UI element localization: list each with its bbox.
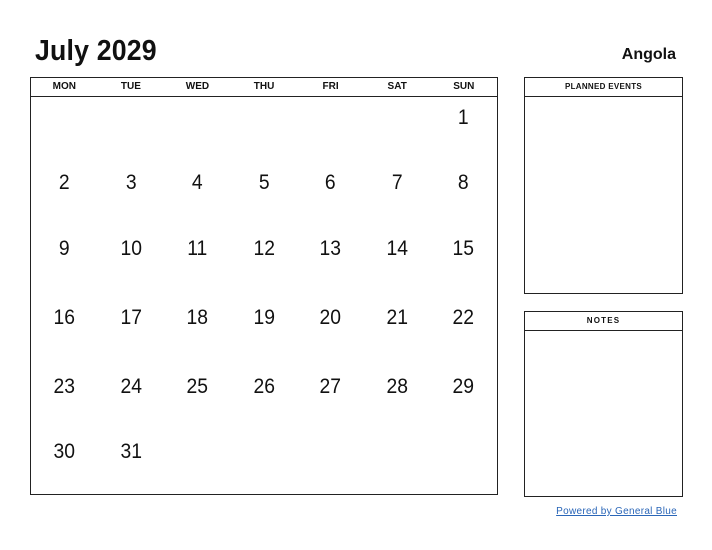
week-row-5: [31, 375, 497, 399]
day-cell: 8: [458, 171, 470, 194]
day-cell: 29: [453, 375, 475, 398]
day-cell: [34, 106, 95, 130]
powered-by-link[interactable]: Powered by General Blue: [556, 506, 677, 517]
notes-title: NOTES: [525, 312, 682, 331]
day-cell: 26: [253, 375, 275, 398]
day-cell: [100, 106, 161, 130]
week-row-1: [31, 106, 497, 130]
day-cell: 13: [319, 237, 342, 260]
weekday-sat: SAT: [387, 81, 407, 92]
day-cell: [433, 440, 494, 464]
day-cell: 20: [319, 306, 342, 329]
weekday-header: [31, 78, 497, 97]
country-label: Angola: [621, 46, 676, 63]
day-cell: 12: [253, 237, 275, 260]
day-cell: 10: [120, 237, 142, 260]
weekday-tue: TUE: [120, 81, 141, 92]
day-cell: 24: [120, 375, 142, 398]
day-cell: 30: [53, 440, 76, 463]
weekday-thu: THU: [253, 81, 275, 92]
week-row-3: [31, 237, 497, 261]
day-cell: 7: [391, 171, 403, 194]
day-cell: [233, 440, 294, 464]
day-cell: 17: [120, 306, 142, 329]
calendar-body: [31, 97, 497, 494]
day-cell: 14: [386, 237, 408, 260]
day-cell: 9: [58, 237, 70, 260]
weekday-mon: MON: [52, 81, 76, 92]
planned-events-title: PLANNED EVENTS: [525, 78, 682, 97]
weekday-fri: FRI: [322, 81, 339, 92]
day-cell: 4: [192, 171, 203, 194]
day-cell: [233, 106, 294, 130]
weekday-sun: SUN: [453, 81, 475, 92]
day-cell: 18: [186, 306, 209, 329]
day-cell: [167, 440, 228, 464]
day-cell: 21: [386, 306, 408, 329]
weekday-wed: WED: [185, 81, 210, 92]
day-cell: 5: [258, 171, 270, 194]
day-cell: [367, 440, 428, 464]
calendar-grid: [30, 77, 498, 495]
day-cell: 27: [319, 375, 342, 398]
day-cell: 28: [386, 375, 408, 398]
day-cell: [367, 106, 428, 130]
day-cell: [300, 106, 361, 130]
week-row-6: [31, 440, 497, 464]
page-title: July 2029: [35, 35, 157, 67]
notes-panel: [524, 311, 683, 497]
day-cell: 6: [325, 171, 336, 194]
day-cell: 15: [453, 237, 475, 260]
day-cell: 16: [53, 306, 76, 329]
day-cell: [167, 106, 228, 130]
day-cell: [300, 440, 361, 464]
planned-events-panel: [524, 77, 683, 294]
day-cell: 1: [458, 106, 470, 129]
day-cell: 25: [186, 375, 209, 398]
day-cell: 23: [53, 375, 76, 398]
day-cell: 3: [125, 171, 137, 194]
day-cell: 31: [120, 440, 142, 463]
week-row-4: [31, 306, 497, 330]
day-cell: 22: [453, 306, 475, 329]
day-cell: 2: [58, 171, 70, 194]
day-cell: 11: [187, 237, 208, 260]
day-cell: 19: [253, 306, 275, 329]
week-row-2: [31, 171, 497, 195]
